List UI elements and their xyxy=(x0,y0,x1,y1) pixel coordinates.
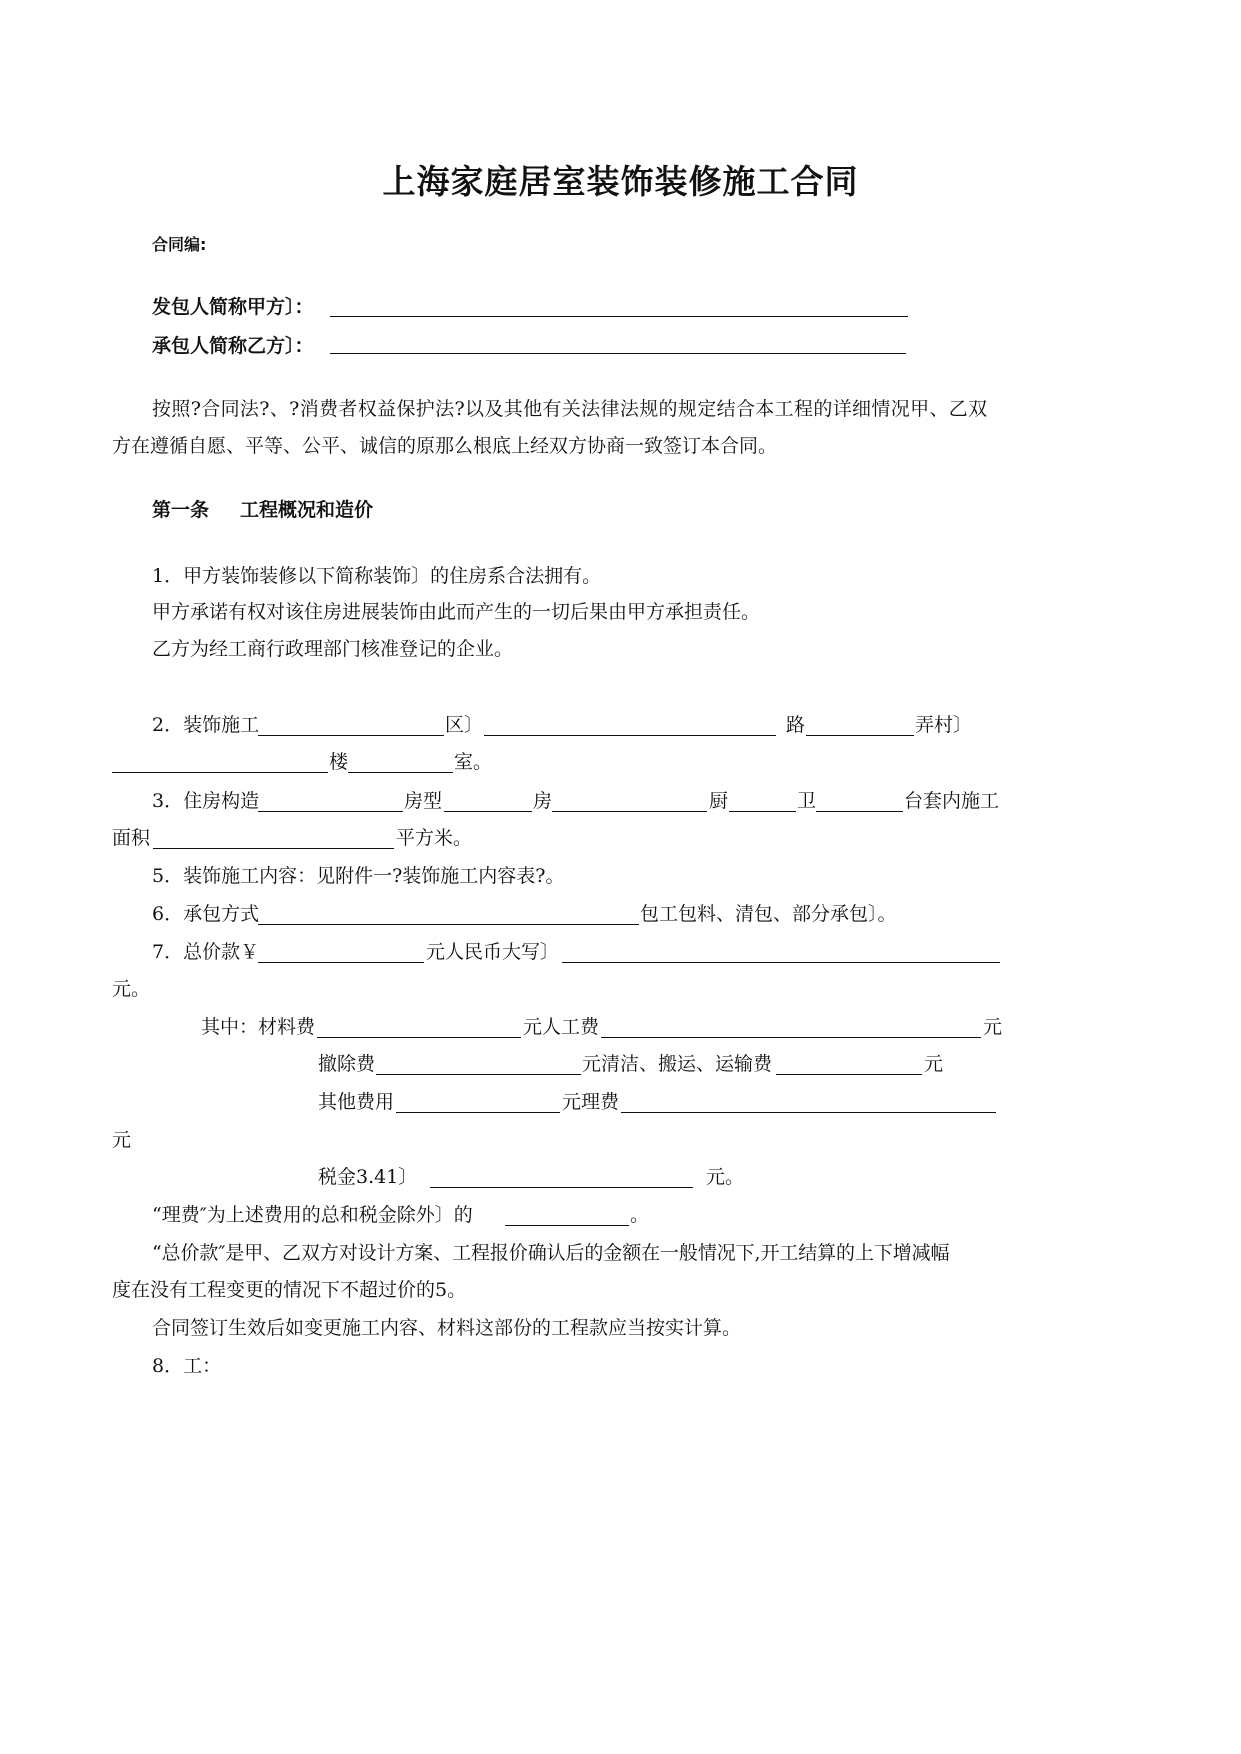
material-fee-field[interactable] xyxy=(317,1037,521,1038)
party-a-label: 发包人简称甲方〕： xyxy=(152,296,314,318)
rmb-label: 元人民币大写〕 xyxy=(426,941,560,963)
road-label: 路 xyxy=(786,714,806,736)
article-number: 第一条 xyxy=(152,499,210,521)
total-note-line-1: “总价款″是甲、乙双方对设计方案、工程报价确认后的金额在一般情况下,开工结算的上下增减幅 xyxy=(152,1242,950,1264)
cleaning-fee-yuan: 元 xyxy=(924,1053,944,1075)
tax-label: 税金3.41〕 xyxy=(318,1166,418,1188)
contract-method-field[interactable] xyxy=(258,924,639,925)
item3-prefix: 3．住房构造 xyxy=(152,790,260,812)
other-fee-label: 其他费用 xyxy=(318,1091,395,1113)
item2-prefix: 2．装饰施工 xyxy=(152,714,260,736)
district-label: 区〕 xyxy=(445,714,484,736)
kitchen-field[interactable] xyxy=(729,811,796,812)
labor-fee-yuan: 元 xyxy=(983,1016,1003,1038)
fee-note-text: “理费″为上述费用的总和税金除外〕的 xyxy=(152,1204,473,1226)
lane-label: 弄村〕 xyxy=(915,714,973,736)
preamble-line-2: 方在遵循自愿、平等、公平、诚信的原那么根底上经双方协商一致签订本合同。 xyxy=(112,435,778,457)
structure-field[interactable] xyxy=(258,811,403,812)
item1-line-2: 甲方承诺有权对该住房进展装饰由此而产生的一切后果由甲方承担责任。 xyxy=(152,601,761,623)
building-field[interactable] xyxy=(112,772,328,773)
preamble-line-1: 按照?合同法?、?消费者权益保护法?以及其他有关法律法规的规定结合本工程的详细情况甲、乙双 xyxy=(152,398,988,420)
house-type-label: 房型 xyxy=(404,790,443,812)
item1-line-3: 乙方为经工商行政理部门核准登记的企业。 xyxy=(152,638,514,660)
fee-note-field[interactable] xyxy=(505,1225,629,1226)
bath-field[interactable] xyxy=(816,811,903,812)
party-b-field[interactable] xyxy=(330,353,906,354)
suite-area-label: 台套内施工 xyxy=(904,790,1000,812)
party-b-label: 承包人简称乙方〕： xyxy=(152,335,314,357)
kitchen-label: 厨 xyxy=(709,790,729,812)
rooms-label: 房 xyxy=(533,790,553,812)
management-fee-yuan: 元 xyxy=(112,1129,132,1151)
change-note: 合同签订生效后如变更施工内容、材料这部份的工程款应当按实计算。 xyxy=(152,1317,742,1339)
total-note-line-2: 度在没有工程变更的情况下不超过价的5。 xyxy=(112,1279,467,1301)
house-type-field[interactable] xyxy=(444,811,532,812)
material-fee-label: 其中：材料费 xyxy=(201,1016,316,1038)
area-field[interactable] xyxy=(153,848,394,849)
cleaning-fee-field[interactable] xyxy=(776,1074,922,1075)
lane-field[interactable] xyxy=(806,735,914,736)
item5-text: 5．装饰施工内容：见附件一?装饰施工内容表?。 xyxy=(152,865,565,887)
total-yuan-end: 元。 xyxy=(112,978,151,1000)
contract-number-label: 合同编: xyxy=(152,235,207,254)
item7-prefix: 7．总价款￥ xyxy=(152,941,260,963)
area-label: 面积 xyxy=(112,827,151,849)
rooms-field[interactable] xyxy=(552,811,707,812)
building-label: 楼 xyxy=(329,751,349,773)
page-title: 上海家庭居室装饰装修施工合同 xyxy=(382,162,859,201)
total-uppercase-field[interactable] xyxy=(562,962,1000,963)
cleaning-fee-label: 元清洁、搬运、运输费 xyxy=(582,1053,773,1075)
party-a-field[interactable] xyxy=(330,316,908,317)
sqm-label: 平方米。 xyxy=(396,827,473,849)
total-amount-field[interactable] xyxy=(258,962,424,963)
item8-label: 8．工： xyxy=(152,1355,222,1377)
labor-fee-field[interactable] xyxy=(601,1037,981,1038)
labor-fee-label: 元人工费 xyxy=(523,1016,600,1038)
item1-line-1: 1．甲方装饰装修以下简称装饰〕的住房系合法拥有。 xyxy=(152,565,602,587)
management-fee-label: 元理费 xyxy=(562,1091,620,1113)
tax-field[interactable] xyxy=(430,1187,693,1188)
fee-note-end: 。 xyxy=(630,1204,650,1226)
room-label: 室。 xyxy=(454,751,493,773)
bath-label: 卫 xyxy=(797,790,817,812)
room-field[interactable] xyxy=(348,772,453,773)
item6-prefix: 6．承包方式 xyxy=(152,903,260,925)
other-fee-field[interactable] xyxy=(396,1112,560,1113)
district-field[interactable] xyxy=(258,735,444,736)
item6-suffix: 包工包料、清包、部分承包〕。 xyxy=(640,903,897,925)
management-fee-field[interactable] xyxy=(621,1112,996,1113)
removal-fee-label: 撤除费 xyxy=(318,1053,376,1075)
road-field[interactable] xyxy=(484,735,776,736)
removal-fee-field[interactable] xyxy=(376,1074,581,1075)
article-heading: 工程概况和造价 xyxy=(240,499,374,521)
tax-yuan-end: 元。 xyxy=(706,1166,745,1188)
